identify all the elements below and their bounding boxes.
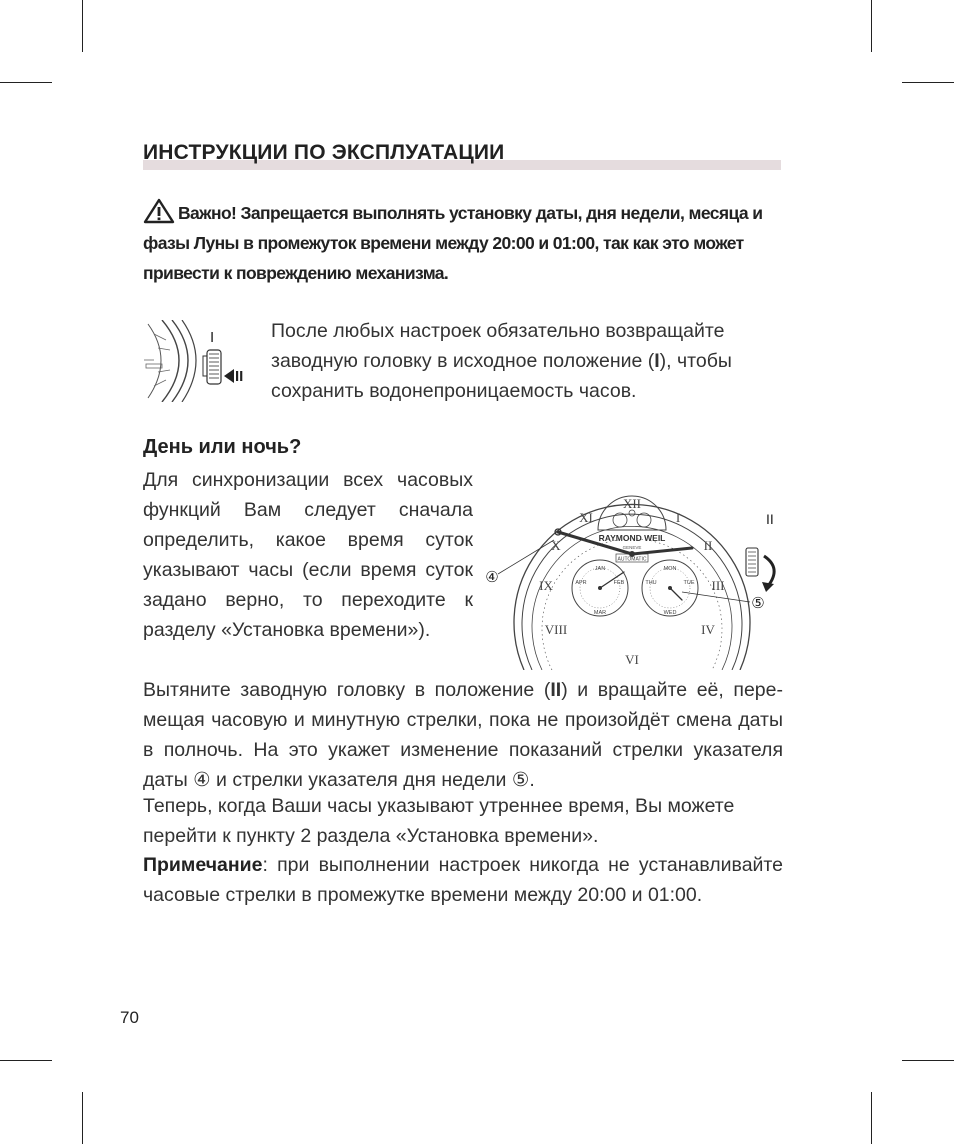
svg-text:VIII: VIII — [544, 622, 568, 637]
svg-text:IX: IX — [539, 578, 553, 593]
svg-text:II: II — [703, 538, 713, 553]
note-paragraph: Примечание: при выполнении настроек никогда не устанавливайте часовые стрелки в промежутке времени между 20:00 и 01:00. — [143, 854, 783, 906]
crown-label-pos2: II — [235, 368, 244, 385]
day-label: MON — [663, 566, 677, 572]
automatic-label: AUTOMATIC — [617, 556, 647, 563]
callout-day-indicator: ⑤ — [751, 594, 765, 612]
month-label: APR — [575, 580, 587, 586]
callout-date-indicator: ④ — [485, 568, 499, 586]
paragraph: Для синхронизации всех часовых функций Вам следует сначала определить, какое время суток указывают часы (если время суток задано верно, то переходите к разделу «Установка времени»). — [143, 469, 473, 641]
svg-text:X: X — [551, 538, 561, 553]
month-label: JAN — [594, 566, 606, 572]
day-label: THU — [645, 580, 657, 586]
brand-label: RAYMOND WEIL — [598, 533, 666, 543]
month-label: FEB — [613, 580, 625, 586]
crop-mark — [82, 0, 83, 52]
brand-sub-label: GENEVE — [622, 545, 642, 550]
crop-mark — [0, 1060, 52, 1061]
position-label: II — [550, 679, 562, 701]
svg-text:XI: XI — [579, 510, 593, 525]
paragraph: Теперь, когда Ваши часы указывают утреннее время, Вы можете перейти к пункту 2 раздела «Установка времени». — [143, 795, 735, 847]
day-label: TUE — [683, 580, 695, 586]
crop-mark — [0, 82, 52, 83]
crown-instruction-text: После любых настроек обязательно возвращайте заводную головку в исходное положение (I), чтобы сохранить водонепроницаемость часов. — [271, 320, 732, 402]
crown-label: II — [766, 511, 774, 527]
note-label: Примечание — [143, 854, 263, 876]
warning-block — [143, 198, 783, 288]
svg-text:VI: VI — [625, 652, 639, 667]
day-label: WED — [663, 610, 677, 616]
svg-text:IV: IV — [701, 622, 715, 637]
svg-text:III: III — [711, 578, 725, 593]
page-number: 70 — [120, 1008, 139, 1027]
warning-text: Важно! Запрещается выполнять установку даты, дня недели, месяца и фазы Луны в промежуток времени между 20:00 и 01:00, так как это может привести к повреждению механизма. — [143, 203, 763, 283]
section-header — [143, 138, 781, 172]
crop-mark — [902, 82, 954, 83]
crop-mark — [871, 0, 872, 52]
crop-mark — [871, 1092, 872, 1144]
watch-dial-figure — [482, 468, 782, 670]
crown-label-pos1: I — [210, 329, 215, 346]
crown-position-figure — [140, 320, 248, 402]
month-label: MAR — [593, 610, 607, 616]
section-heading: День или ночь? — [143, 436, 302, 458]
svg-text:I: I — [675, 510, 681, 525]
svg-text:XII: XII — [622, 496, 642, 511]
warning-triangle-icon — [143, 198, 175, 224]
crop-mark — [902, 1060, 954, 1061]
position-label: I — [654, 350, 660, 372]
paragraph: Вытяните заводную головку в положение (II) и вращайте её, перемещая часовую и минутную стрелки, пока не произойдёт смена даты в полночь. На это укажет изменение показаний стрелки указателя даты ④ и стрелки указателя дня недели ⑤. — [143, 679, 783, 791]
crop-mark — [82, 1092, 83, 1144]
page-title: ИНСТРУКЦИИ ПО ЭКСПЛУАТАЦИИ — [143, 141, 505, 164]
